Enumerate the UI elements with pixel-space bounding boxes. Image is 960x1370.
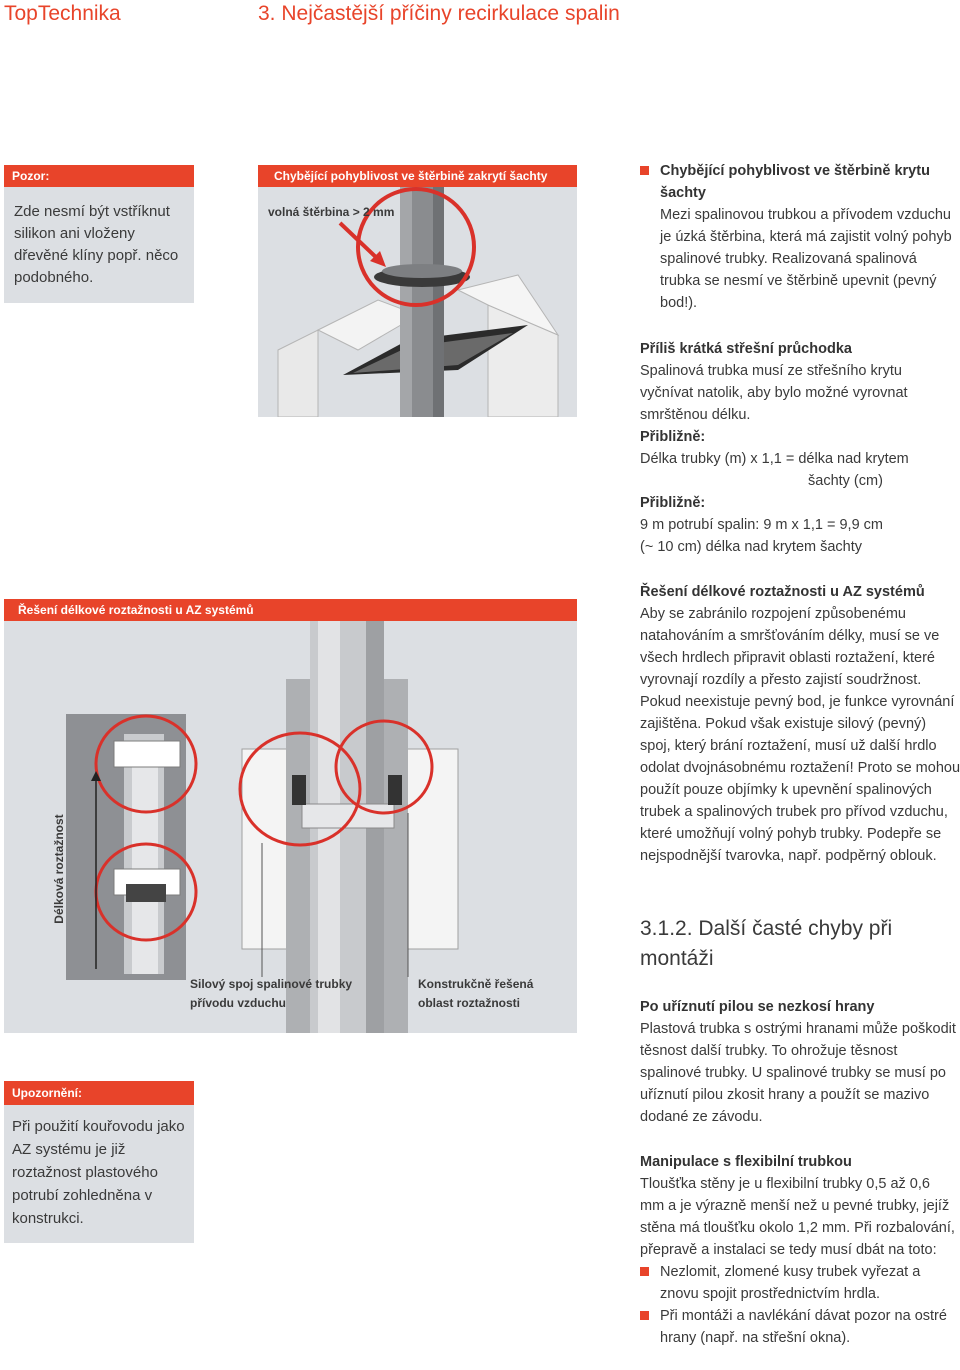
section-roof-passage: [640, 338, 956, 558]
section-flexible-pipe: [640, 1151, 958, 1349]
section6-bullet-2: Při montáži a navlékání dávat pozor na ostré hrany (např. na střešní okna).: [660, 1305, 958, 1349]
figure1-annotation: volná štěrbina > 2 mm: [268, 205, 395, 219]
section4-number: 3.1.2.: [640, 917, 693, 940]
brand-name: TopTechnika: [4, 2, 121, 25]
section4-title-block: [640, 914, 950, 974]
pozor-box: [4, 165, 194, 303]
figure2-label-right-1: Konstrukčně řešená: [418, 977, 534, 991]
section2-heading: Příliš krátká střešní průchodka: [640, 341, 852, 357]
figure2-label-left-1: Silový spoj spalinové trubky: [190, 977, 353, 991]
upozorneni-label: Upozornění:: [4, 1081, 194, 1105]
section-az-expansion: [640, 581, 960, 867]
upozorneni-text: Při použití kouřovodu jako AZ systému je již roztažnost plastového potrubí zohledněna v konstrukci.: [12, 1118, 185, 1227]
section5-body: Plastová trubka s ostrými hranami může poškodit těsnost další trubky. To ohrožuje těsnost spalinové trubky. U spalinové trubky se musí po uříznutí pilou zkosit hrany a použít se mazivo dodané ze závodu.: [640, 1021, 956, 1125]
section1-body: Mezi spalinovou trubkou a přívodem vzduchu je úzká štěrbina, která má zajistit volný pohyb spalinové trubky. Realizovaná spalinová trubka se nesmí ve štěrbině upevnit (pevný bod!).: [660, 207, 952, 311]
figure2-label-right-2: oblast roztažnosti: [418, 996, 521, 1010]
upozorneni-box: [4, 1081, 194, 1243]
section2-approx2-line2: (~ 10 cm) délka nad krytem šachty: [640, 539, 863, 555]
section2-approx2-label: Přibližně:: [640, 495, 706, 511]
section2-body: Spalinová trubka musí ze střešního krytu vyčnívat natolik, aby bylo možné vyrovnat smrštěnou délku.: [640, 363, 908, 423]
expansion-illustration: [4, 599, 577, 1033]
section6-bullet-1: Nezlomit, zlomené kusy trubek vyřezat a znovu spojit prostřednictvím hrdla.: [660, 1261, 958, 1305]
section5-heading: Po uříznutí pilou se nezkosí hrany: [640, 999, 875, 1015]
section2-approx1-line2: šachty (cm): [808, 473, 883, 489]
figure-expansion: [4, 599, 577, 1033]
section-shaft-gap: [660, 160, 956, 314]
figure2-axis-label: Délková roztažnost: [52, 814, 66, 924]
section4-title: Další časté chyby při montáži: [640, 917, 893, 970]
figure1-title: Chybějící pohyblivost ve štěrbině zakrytí šachty: [258, 165, 577, 187]
section-saw-cut: [640, 996, 958, 1128]
section2-approx2-line1: 9 m potrubí spalin: 9 m x 1,1 = 9,9 cm: [640, 517, 883, 533]
figure-shaft-cover: [258, 165, 577, 417]
figure2-title: Řešení délkové roztažnosti u AZ systémů: [4, 599, 577, 621]
section3-body: Aby se zabránilo rozpojení způsobenému natahováním a smršťováním délky, musí se ve všech hrdlech připravit oblasti roztažení, které vyrovnají rozdíly a přesto zajistí soudržnost. Pokud neexistuje pevný bod, je funkce vyrovnání zajištěna. Pokud však existuje silový (pevný) spoj, který brání roztažení, musí už další hrdlo odolat dvojnásobnému roztažení! Proto se mohou použít pouze objímky k upevnění spalinových trubek a spalinových trubek pro přívod vzduchu, které umožňují volný pohyb trubky. Podepře se nejspodnější tvarovka, např. podpěrný oblouk.: [640, 606, 960, 864]
page-title: 3. Nejčastější příčiny recirkulace spalin: [258, 2, 620, 25]
figure2-label-left-2: přívodu vzduchu: [190, 996, 286, 1010]
section3-heading: Řešení délkové roztažnosti u AZ systémů: [640, 584, 925, 600]
section2-approx1-label: Přibližně:: [640, 429, 706, 445]
section2-approx1-line1: Délka trubky (m) x 1,1 = délka nad krytem: [640, 451, 909, 467]
section1-heading: Chybějící pohyblivost ve štěrbině krytu šachty: [660, 160, 956, 204]
pozor-text: Zde nesmí být vstříknut silikon ani vloženy dřevěné klíny popř. něco podobného.: [14, 203, 179, 286]
section6-heading: Manipulace s flexibilní trubkou: [640, 1154, 852, 1170]
section6-body: Tloušťka stěny je u flexibilní trubky 0,5 až 0,6 mm a je výrazně menší než u pevné trubky, jejíž stěna má tloušťku okolo 1,2 mm. Při rozbalování, přepravě a instalaci se tedy musí dbát na toto:: [640, 1176, 955, 1258]
pozor-label: Pozor:: [4, 165, 194, 187]
